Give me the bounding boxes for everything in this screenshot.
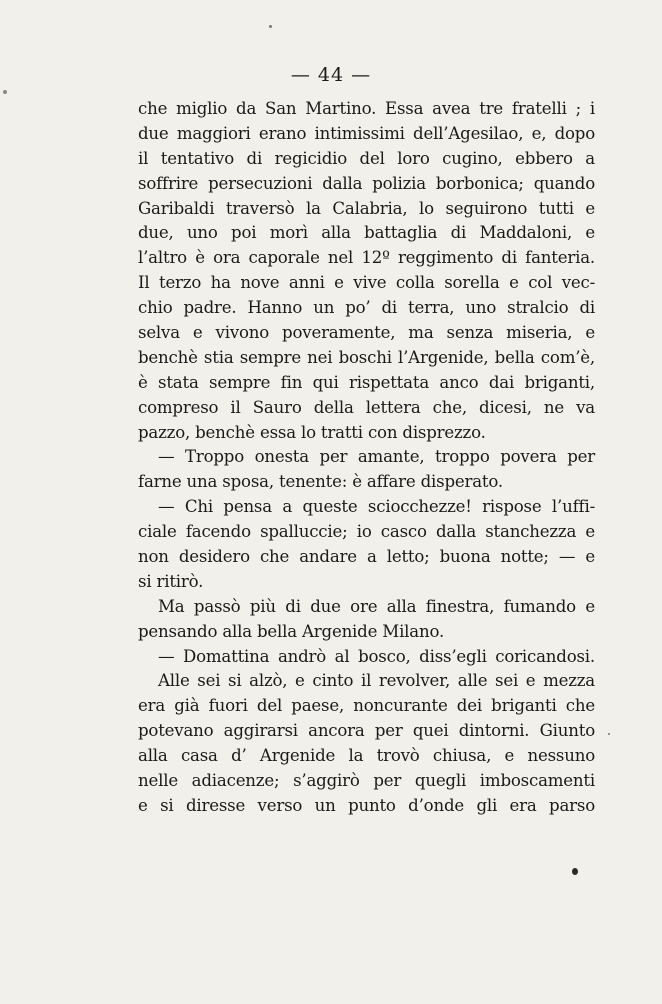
text-line: non desidero che andare a letto; buona notte; — e xyxy=(138,547,595,567)
text-line: due, uno poi morì alla battaglia di Maddaloni, e xyxy=(138,223,595,243)
text-line: chio padre. Hanno un po’ di terra, uno stralcio di xyxy=(138,298,595,318)
body-text xyxy=(138,97,595,819)
page-number: — 44 — xyxy=(290,64,372,86)
text-line: Ma passò più di due ore alla finestra, fumando e xyxy=(158,596,595,616)
ink-speck xyxy=(3,90,7,94)
text-line: era già fuori del paese, noncurante dei briganti che xyxy=(138,696,595,716)
text-line: che miglio da San Martino. Essa avea tre fratelli ; i xyxy=(138,99,595,118)
text-line: benchè stia sempre nei boschi l’Argenide, bella com’è, xyxy=(138,347,595,367)
text-line: è stata sempre fin qui rispettata anco dai briganti, xyxy=(138,372,595,392)
text-line: compreso il Sauro della lettera che, dicesi, ne va xyxy=(138,397,595,417)
text-line: soffrire persecuzioni dalla polizia borbonica; quando xyxy=(138,173,595,193)
text-line: — Domattina andrò al bosco, diss’egli coricandosi. xyxy=(158,646,595,666)
ink-speck xyxy=(608,733,610,735)
text-line: il tentativo di regicidio del loro cugino, ebbero a xyxy=(138,148,595,168)
text-line: — Chi pensa a queste sciocchezze! rispose l’uffi- xyxy=(158,497,595,517)
text-line: Garibaldi traversò la Calabria, lo seguirono tutti e xyxy=(138,198,595,218)
text-line: ciale facendo spalluccie; io casco dalla stanchezza e xyxy=(138,522,595,542)
text-line: e si diresse verso un punto d’onde gli era parso xyxy=(138,795,595,815)
text-line: farne una sposa, tenente: è affare disperato. xyxy=(138,472,503,492)
text-line: l’altro è ora caporale nel 12º reggimento di fanteria. xyxy=(138,248,595,268)
text-line: nelle adiacenze; s’aggirò per quegli imboscamenti xyxy=(138,771,595,791)
ink-speck xyxy=(572,868,578,875)
text-line: pazzo, benchè essa lo tratti con disprezzo. xyxy=(138,422,486,442)
text-line: — Troppo onesta per amante, troppo povera per xyxy=(158,447,595,467)
text-line: pensando alla bella Argenide Milano. xyxy=(138,621,445,641)
ink-speck xyxy=(269,25,272,28)
text-line: Alle sei si alzò, e cinto il revolver, alle sei e mezza xyxy=(158,671,595,691)
text-line: potevano aggirarsi ancora per quei dintorni. Giunto xyxy=(138,721,595,741)
text-line: Il terzo ha nove anni e vive colla sorella e col vec- xyxy=(138,273,595,293)
text-line: alla casa d’ Argenide la trovò chiusa, e nessuno xyxy=(138,746,595,766)
text-line: due maggiori erano intimissimi dell’Agesilao, e, dopo xyxy=(138,123,595,143)
text-line: si ritirò. xyxy=(138,571,204,591)
text-line: selva e vivono poveramente, ma senza miseria, e xyxy=(138,323,595,343)
